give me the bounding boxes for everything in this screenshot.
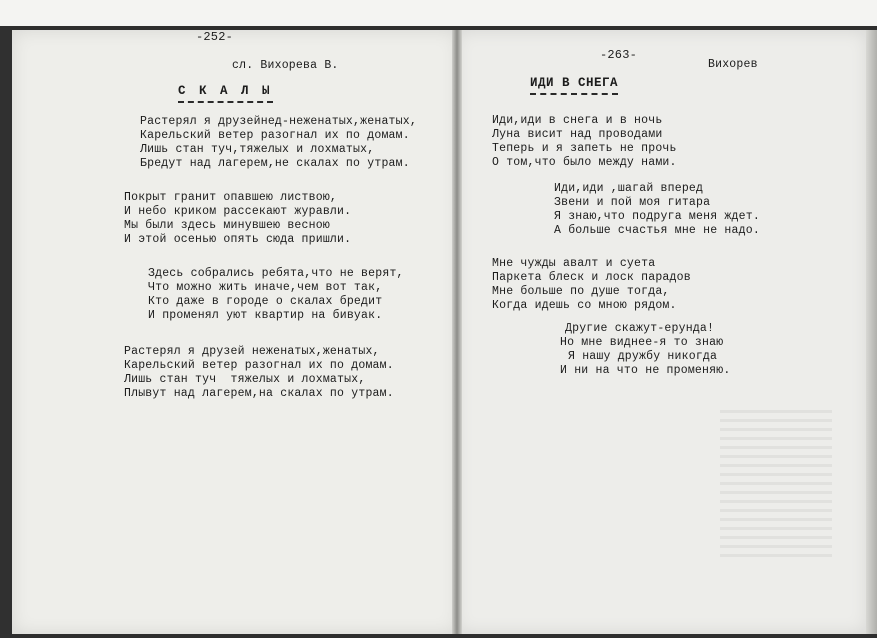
left-stanza-4-line-1: Растерял я друзей неженатых,женатых, <box>124 345 380 358</box>
left-stanza-2-line-3: Мы были здесь минувшею весною <box>124 219 330 232</box>
left-stanza-2-line-2: И небо криком рассекают журавли. <box>124 205 352 218</box>
right-stanza-4-line-2: Но мне виднее-я то знаю <box>560 336 724 349</box>
right-stanza-2-line-1: Иди,иди ,шагай вперед <box>554 182 704 195</box>
right-page-edge <box>866 30 877 634</box>
left-page-number: -252- <box>196 30 234 44</box>
left-stanza-4-line-3: Лишь стан туч тяжелых и лохматых, <box>124 373 366 386</box>
left-stanza-1-line-4: Бредут над лагерем,не скалах по утрам. <box>140 157 410 170</box>
left-stanza-2-line-1: Покрыт гранит опавшею листвою, <box>124 191 338 204</box>
right-stanza-3-line-3: Мне больше по душе тогда, <box>492 285 670 298</box>
left-stanza-3-line-2: Что можно жить иначе,чем вот так, <box>148 281 383 294</box>
left-stanza-3-line-3: Кто даже в городе о скалах бредит <box>148 295 383 308</box>
right-stanza-3-line-2: Паркета блеск и лоск парадов <box>492 271 691 284</box>
right-stanza-3-line-4: Когда идешь со мною рядом. <box>492 299 677 312</box>
right-stanza-2-line-4: А больше счастья мне не надо. <box>554 224 760 237</box>
right-page-number: -263- <box>600 48 638 62</box>
right-stanza-1-line-2: Луна висит над проводами <box>492 128 663 141</box>
left-stanza-3-line-4: И променял уют квартир на бивуак. <box>148 309 383 322</box>
right-stanza-1-line-1: Иди,иди в снега и в ночь <box>492 114 663 127</box>
bleed-through-text <box>720 410 832 560</box>
scan-top-margin <box>0 0 877 26</box>
right-stanza-2-line-3: Я знаю,что подруга меня ждет. <box>554 210 760 223</box>
right-stanza-3-line-1: Мне чужды авалт и суета <box>492 257 656 270</box>
left-title-text: С К А Л Ы <box>178 84 273 103</box>
right-stanza-1-line-4: О том,что было между нами. <box>492 156 677 169</box>
left-stanza-4-line-2: Карельский ветер разогнал их по домам. <box>124 359 394 372</box>
right-stanza-2-line-2: Звени и пой моя гитара <box>554 196 711 209</box>
left-stanza-1-line-3: Лишь стан туч,тяжелых и лохматых, <box>140 143 375 156</box>
right-stanza-4-line-3: Я нашу дружбу никогда <box>568 350 718 363</box>
right-page-author: Вихорев <box>708 58 758 71</box>
left-stanza-2-line-4: И этой осенью опять сюда пришли. <box>124 233 352 246</box>
right-title-text: ИДИ В СНЕГА <box>530 76 618 95</box>
left-stanza-3-line-1: Здесь собрались ребята,что не верят, <box>148 267 404 280</box>
right-stanza-4-line-4: И ни на что не променяю. <box>560 364 731 377</box>
left-page-title <box>178 84 273 98</box>
right-stanza-4-line-1: Другие скажут-ерунда! <box>565 322 715 335</box>
right-stanza-1-line-3: Теперь и я запеть не прочь <box>492 142 677 155</box>
left-stanza-4-line-4: Плывут над лагерем,на скалах по утрам. <box>124 387 394 400</box>
left-stanza-1-line-2: Карельский ветер разогнал их по домам. <box>140 129 410 142</box>
right-page-title <box>530 76 618 90</box>
scan-left-shadow <box>0 26 10 638</box>
book-spine <box>452 30 462 634</box>
left-stanza-1-line-1: Растерял я друзейнед-неженатых,женатых, <box>140 115 417 128</box>
left-page-author: сл. Вихорева В. <box>232 59 339 72</box>
